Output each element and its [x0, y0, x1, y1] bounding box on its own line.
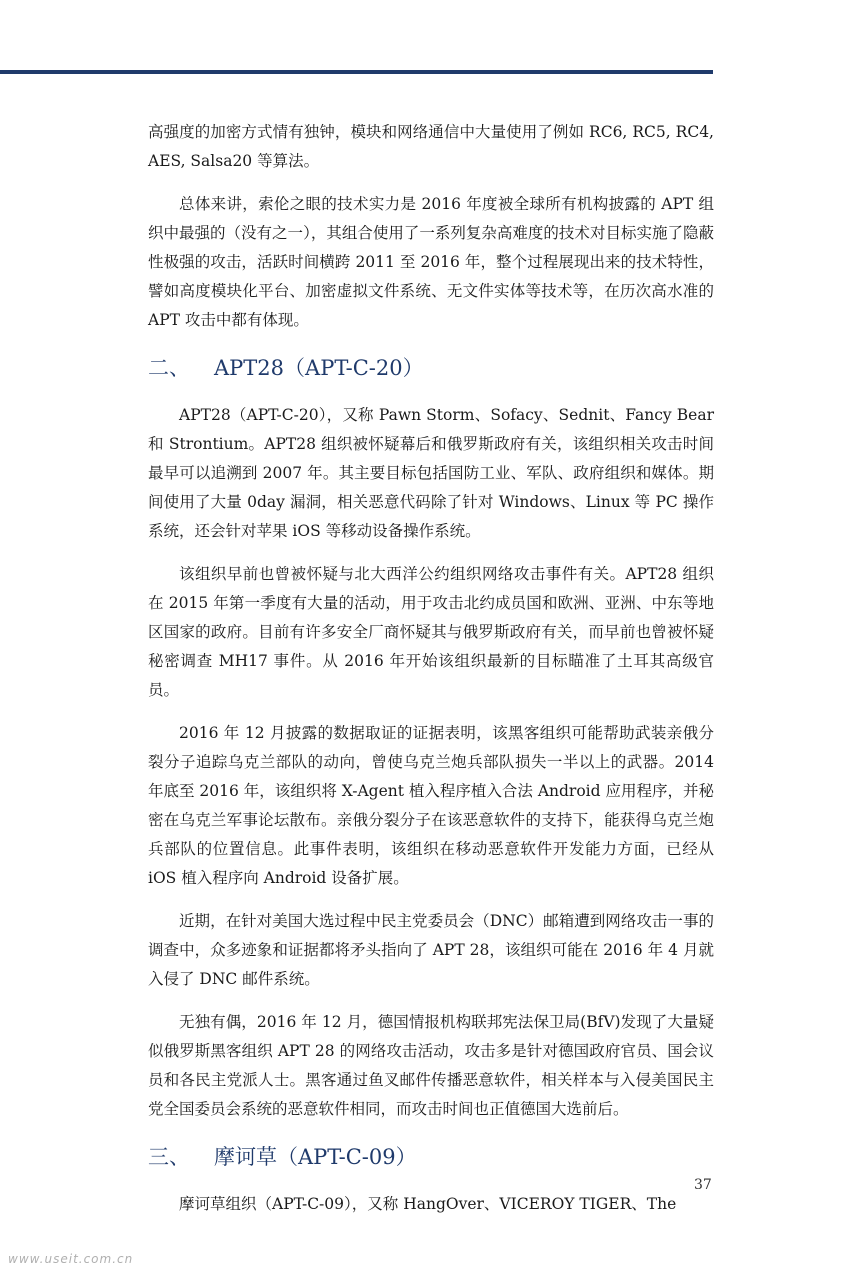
section-title: APT28（APT-C-20）	[214, 356, 424, 380]
paragraph: 摩诃草组织（APT-C-09），又称 HangOver、VICEROY TIGER、The	[179, 1195, 677, 1213]
header-rule	[0, 70, 713, 74]
paragraph: 近期，在针对美国大选过程中民主党委员会（DNC）邮箱遭到网络攻击一事的调查中，众多迹象和证据都将矛头指向了 APT 28，该组织可能在 2016 年 4 月就入侵了 DNC 邮件系统。	[148, 912, 714, 988]
page-number: 37	[694, 1177, 712, 1193]
section-number: 二、	[148, 356, 190, 380]
paragraph: 该组织早前也曾被怀疑与北大西洋公约组织网络攻击事件有关。APT28 组织在 2015 年第一季度有大量的活动，用于攻击北约成员国和欧洲、亚洲、中东等地区国家的政府。目前有许多安全厂商怀疑其与俄罗斯政府有关，而早前也曾被怀疑秘密调查 MH17 事件。从 2016 年开始该组织最新的目标瞄准了土耳其高级官员。	[148, 565, 714, 699]
section-number: 三、	[148, 1145, 190, 1169]
watermark: www.useit.com.cn	[8, 1252, 134, 1266]
paragraph: 高强度的加密方式情有独钟，模块和网络通信中大量使用了例如 RC6, RC5, RC4, AES, Salsa20 等算法。	[148, 123, 714, 170]
section-heading-apt-c-09	[148, 1142, 714, 1172]
section-title: 摩诃草（APT-C-09）	[214, 1145, 417, 1169]
section-heading-apt28	[148, 353, 714, 383]
paragraph: 无独有偶，2016 年 12 月，德国情报机构联邦宪法保卫局(BfV)发现了大量疑似俄罗斯黑客组织 APT 28 的网络攻击活动，攻击多是针对德国政府官员、国会议员和各民主党派人士。黑客通过鱼叉邮件传播恶意软件，相关样本与入侵美国民主党全国委员会系统的恶意软件相同，而攻击时间也正值德国大选前后。	[148, 1013, 714, 1118]
document-body	[148, 118, 714, 1233]
paragraph: APT28（APT-C-20），又称 Pawn Storm、Sofacy、Sednit、Fancy Bear 和 Strontium。APT28 组织被怀疑幕后和俄罗斯政府有关，该组织相关攻击时间最早可以追溯到 2007 年。其主要目标包括国防工业、军队、政府组织和媒体。期间使用了大量 0day 漏洞，相关恶意代码除了针对 Windows、Linux 等 PC 操作系统，还会针对苹果 iOS 等移动设备操作系统。	[148, 406, 714, 540]
paragraph: 2016 年 12 月披露的数据取证的证据表明，该黑客组织可能帮助武装亲俄分裂分子追踪乌克兰部队的动向，曾使乌克兰炮兵部队损失一半以上的武器。2014 年底至 2016 年，该组织将 X-Agent 植入程序植入合法 Android 应用程序，并秘密在乌克兰军事论坛散布。亲俄分裂分子在该恶意软件的支持下，能获得乌克兰炮兵部队的位置信息。此事件表明，该组织在移动恶意软件开发能力方面，已经从 iOS 植入程序向 Android 设备扩展。	[148, 724, 714, 887]
paragraph: 总体来讲，索伦之眼的技术实力是 2016 年度被全球所有机构披露的 APT 组织中最强的（没有之一），其组合使用了一系列复杂高难度的技术对目标实施了隐蔽性极强的攻击，活跃时间横跨 2011 至 2016 年，整个过程展现出来的技术特性，譬如高度模块化平台、加密虚拟文件系统、无文件实体等技术等，在历次高水准的 APT 攻击中都有体现。	[148, 195, 714, 329]
